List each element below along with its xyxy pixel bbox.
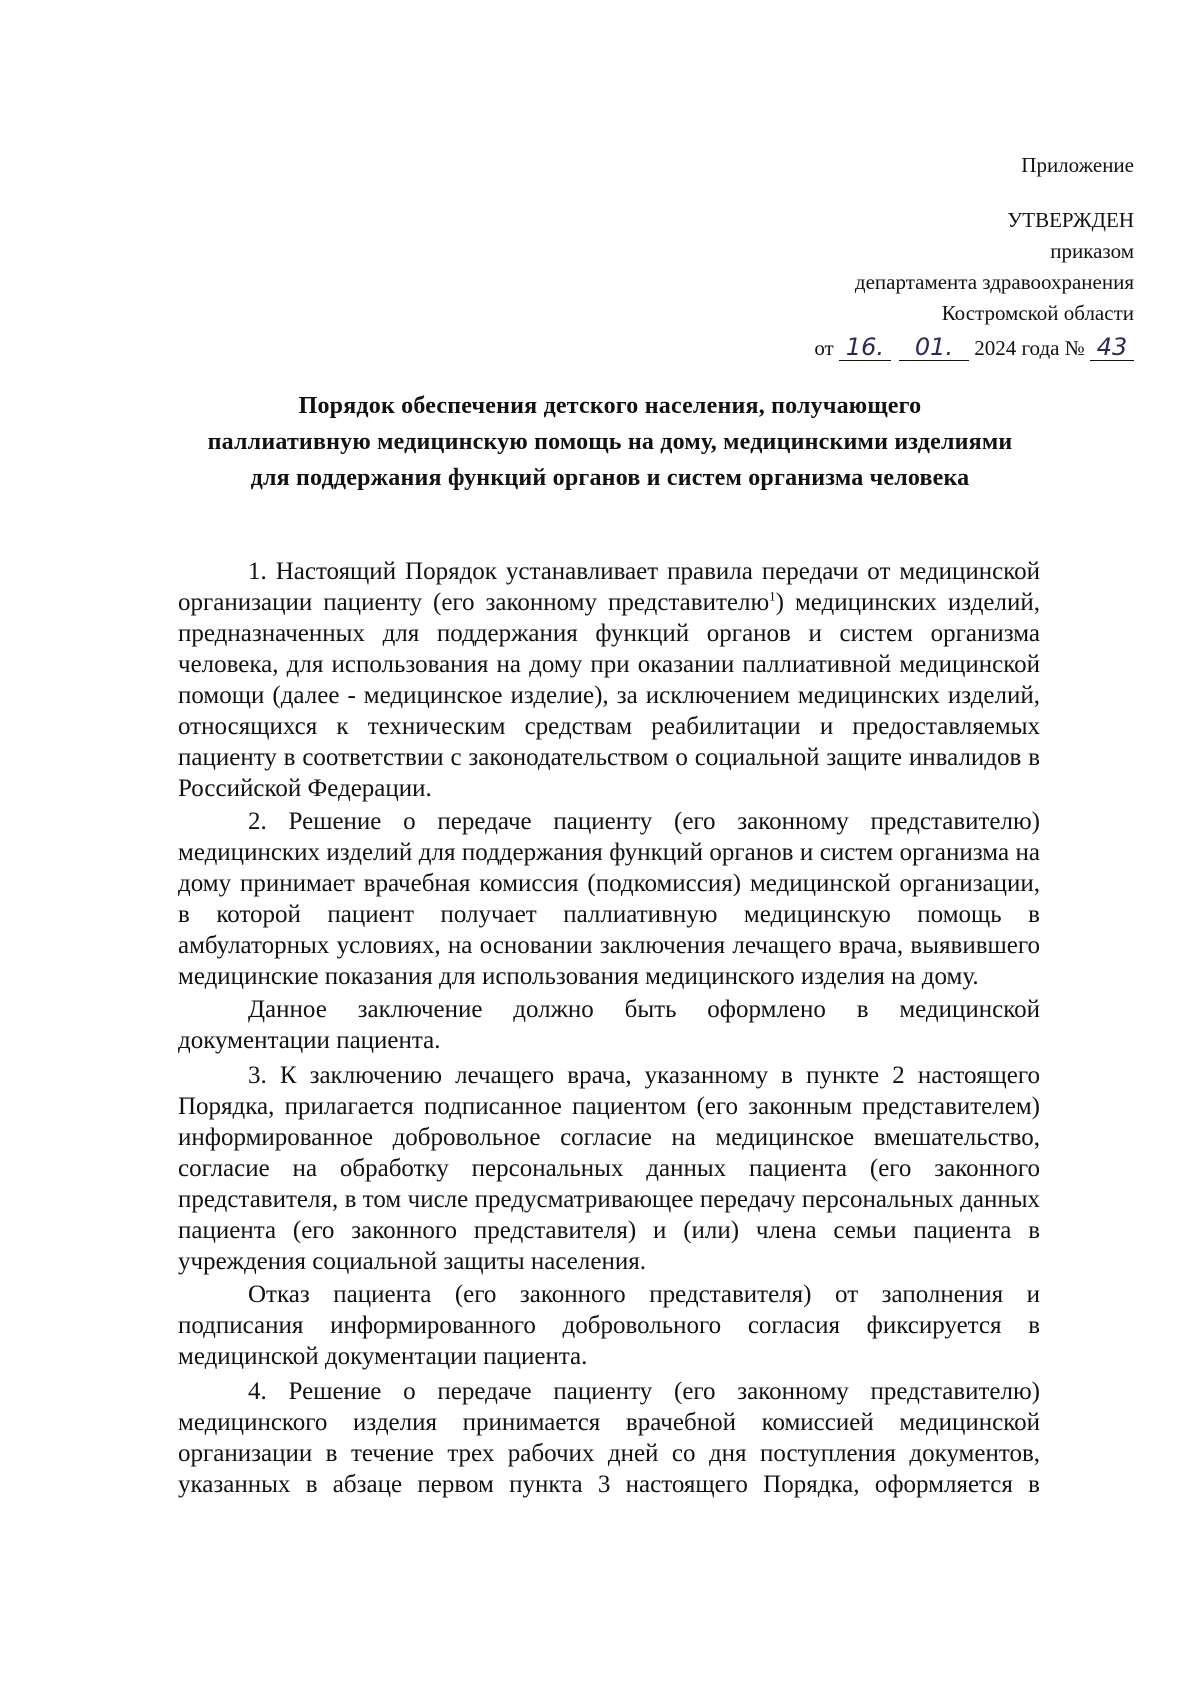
- footnote-marker: 1: [769, 588, 776, 604]
- approved-by-line2: департамента здравоохранения: [854, 270, 1134, 294]
- title-line-3: для поддержания функций органов и систем организма человека: [250, 465, 970, 491]
- approval-header: [814, 150, 1134, 364]
- approved-by-line3: Костромской области: [941, 301, 1134, 325]
- title-line-2: паллиативную медицинскую помощь на дому, медицинскими изделиями: [207, 429, 1013, 455]
- handwritten-day: 16.: [839, 334, 891, 361]
- approved-label: УТВЕРЖДЕН: [1007, 208, 1134, 232]
- paragraph-2: 2. Решение о передаче пациенту (его законному представителю) медицинских изделий для поддержания функций органов и систем организма на дому принимает врачебная комиссия (подкомиссия) медицинской организации, в которой пациент получает паллиативную медицинскую помощь в амбулаторных условиях, на основании заключения лечащего врача, выявившего медицинские показания для использования медицинского изделия на дому.: [178, 808, 1040, 990]
- paragraph-3-subparagraph: Отказ пациента (его законного представителя) от заполнения и подписания информированного добровольного согласия фиксируется в медицинской документации пациента.: [178, 1281, 1040, 1370]
- document-title: [175, 388, 1045, 496]
- paragraph-1-text-a: 1. Настоящий Порядок устанавливает правила передачи от медицинской организации пациенту (его законному представителю: [178, 558, 1040, 616]
- paragraph-2-subparagraph: Данное заключение должно быть оформлено в медицинской документации пациента.: [178, 996, 1040, 1054]
- appendix-label: Приложение: [1021, 153, 1134, 177]
- date-prefix: от: [814, 336, 834, 360]
- handwritten-order-number: 43: [1090, 334, 1134, 361]
- title-line-1: Порядок обеспечения детского населения, получающего: [298, 393, 922, 419]
- paragraph-4: 4. Решение о передаче пациенту (его законному представителю) медицинского изделия принимается врачебной комиссией медицинской организации в течение трех рабочих дней со дня поступления документов, указанных в абзаце первом пункта 3 настоящего Порядка, оформляется в: [178, 1378, 1040, 1498]
- paragraph-1-text-b: ) медицинских изделий, предназначенных для поддержания функций органов и систем организма человека, для использования на дому при оказании паллиативной медицинской помощи (далее - медицинское изделие), за исключением медицинских изделий, относящихся к техническим средствам реабилитации и предоставляемых пациенту в соответствии с законодательством о социальной защите инвалидов в Российской Федерации.: [178, 589, 1040, 802]
- document-body: [178, 556, 1040, 1502]
- handwritten-month: 01.: [899, 334, 969, 361]
- paragraph-3: 3. К заключению лечащего врача, указанному в пункте 2 настоящего Порядка, прилагается подписанное пациентом (его законным представителем) информированное добровольное согласие на медицинское вмешательство, согласие на обработку персональных данных пациента (его законного представителя, в том числе предусматривающее передачу персональных данных пациента (его законного представителя) и (или) члена семьи пациента в учреждения социальной защиты населения.: [178, 1062, 1040, 1275]
- approved-by-line1: приказом: [1050, 239, 1134, 263]
- paragraph-1: [178, 556, 1040, 804]
- order-date-line: [814, 333, 1134, 364]
- date-year-text: 2024 года №: [974, 336, 1085, 360]
